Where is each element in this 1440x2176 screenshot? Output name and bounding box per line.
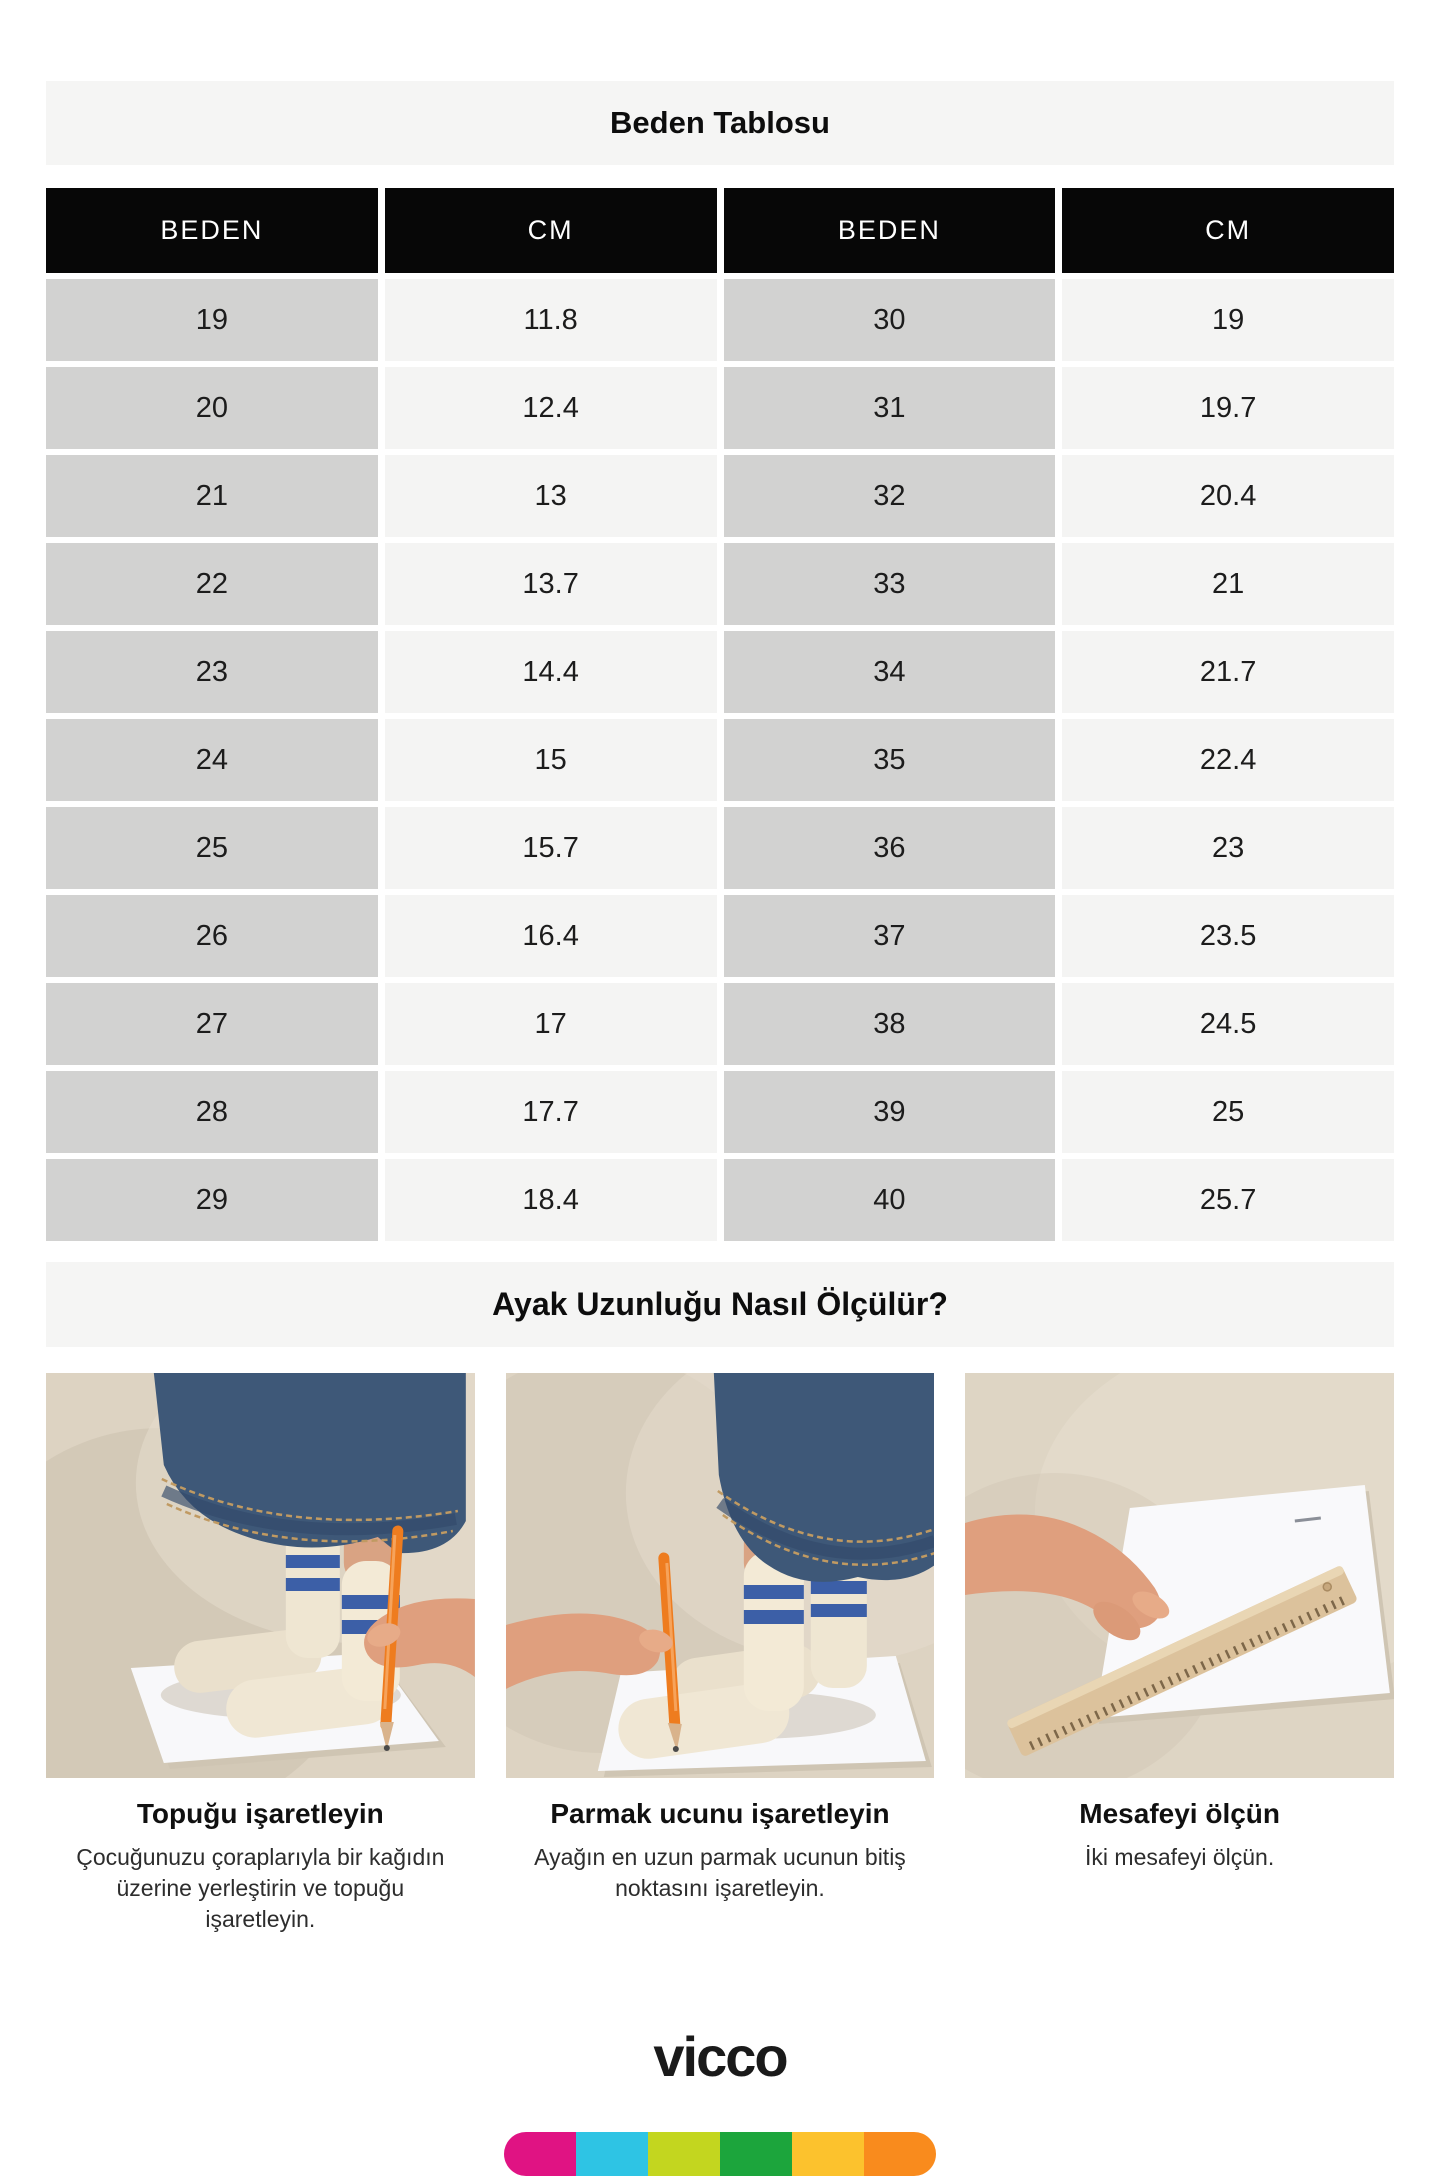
column-header-cm-right: CM: [1062, 188, 1394, 273]
column-header-beden-left: BEDEN: [46, 188, 378, 273]
size-cell: 37: [724, 895, 1056, 977]
size-cell: 26: [46, 895, 378, 977]
size-cell: 32: [724, 455, 1056, 537]
heel-marking-illustration: [46, 1373, 475, 1778]
cm-cell: 13: [385, 455, 717, 537]
ruler-measuring-illustration: [965, 1373, 1394, 1778]
cm-cell: 19: [1062, 279, 1394, 361]
cm-cell: 19.7: [1062, 367, 1394, 449]
step-title: Parmak ucunu işaretleyin: [550, 1798, 890, 1829]
cm-cell: 21.7: [1062, 631, 1394, 713]
size-cell: 25: [46, 807, 378, 889]
cm-cell: 12.4: [385, 367, 717, 449]
cm-cell: 16.4: [385, 895, 717, 977]
brand-color-bar: [504, 2132, 936, 2176]
cm-cell: 13.7: [385, 543, 717, 625]
size-table-body: [46, 188, 1394, 1241]
color-bar-segment: [720, 2132, 792, 2176]
cm-cell: 18.4: [385, 1159, 717, 1241]
cm-cell: 22.4: [1062, 719, 1394, 801]
size-cell: 31: [724, 367, 1056, 449]
size-cell: 39: [724, 1071, 1056, 1153]
size-cell: 38: [724, 983, 1056, 1065]
step-mark-toe: [506, 1798, 935, 1935]
cm-cell: 23: [1062, 807, 1394, 889]
size-cell: 28: [46, 1071, 378, 1153]
step-title: Mesafeyi ölçün: [1079, 1798, 1281, 1829]
size-cell: 20: [46, 367, 378, 449]
cm-cell: 11.8: [385, 279, 717, 361]
cm-cell: 14.4: [385, 631, 717, 713]
size-cell: 40: [724, 1159, 1056, 1241]
vicco-logo: vicco: [653, 2025, 787, 2088]
column-header-beden-right: BEDEN: [724, 188, 1056, 273]
child-feet-toe-marking-photo: [506, 1373, 935, 1778]
howto-photos: [46, 1373, 1394, 1778]
step-measure-distance: [965, 1798, 1394, 1935]
size-cell: 30: [724, 279, 1056, 361]
cm-cell: 24.5: [1062, 983, 1394, 1065]
cm-cell: 20.4: [1062, 455, 1394, 537]
color-bar-segment: [504, 2132, 576, 2176]
howto-title: Ayak Uzunluğu Nasıl Ölçülür?: [492, 1286, 948, 1322]
cm-cell: 23.5: [1062, 895, 1394, 977]
cm-cell: 25.7: [1062, 1159, 1394, 1241]
step-description: Çocuğunuzu çoraplarıyla bir kağıdın üzerine yerleştirin ve topuğu işaretleyin.: [76, 1844, 445, 1932]
cm-cell: 17: [385, 983, 717, 1065]
size-cell: 19: [46, 279, 378, 361]
color-bar-segment: [792, 2132, 864, 2176]
color-bar-segment: [648, 2132, 720, 2176]
size-chart-title-band: [46, 81, 1394, 165]
size-cell: 27: [46, 983, 378, 1065]
cm-cell: 15: [385, 719, 717, 801]
size-cell: 34: [724, 631, 1056, 713]
cm-cell: 15.7: [385, 807, 717, 889]
ruler-measuring-photo: [965, 1373, 1394, 1778]
color-bar-segment: [864, 2132, 936, 2176]
howto-title-band: [46, 1262, 1394, 1347]
size-chart-title: Beden Tablosu: [610, 105, 830, 140]
cm-cell: 21: [1062, 543, 1394, 625]
size-cell: 35: [724, 719, 1056, 801]
color-bar-segment: [576, 2132, 648, 2176]
step-description: Ayağın en uzun parmak ucunun bitiş noktasını işaretleyin.: [534, 1844, 906, 1901]
child-feet-heel-marking-photo: [46, 1373, 475, 1778]
step-title: Topuğu işaretleyin: [136, 1798, 384, 1829]
toe-marking-illustration: [506, 1373, 935, 1778]
size-cell: 23: [46, 631, 378, 713]
size-cell: 29: [46, 1159, 378, 1241]
cm-cell: 17.7: [385, 1071, 717, 1153]
size-cell: 22: [46, 543, 378, 625]
step-description: İki mesafeyi ölçün.: [1085, 1844, 1275, 1870]
column-header-cm-left: CM: [385, 188, 717, 273]
brand-footer: [0, 2024, 1440, 2089]
size-cell: 21: [46, 455, 378, 537]
howto-steps: [46, 1798, 1394, 1935]
size-cell: 24: [46, 719, 378, 801]
size-cell: 36: [724, 807, 1056, 889]
step-mark-heel: [46, 1798, 475, 1935]
cm-cell: 25: [1062, 1071, 1394, 1153]
size-cell: 33: [724, 543, 1056, 625]
